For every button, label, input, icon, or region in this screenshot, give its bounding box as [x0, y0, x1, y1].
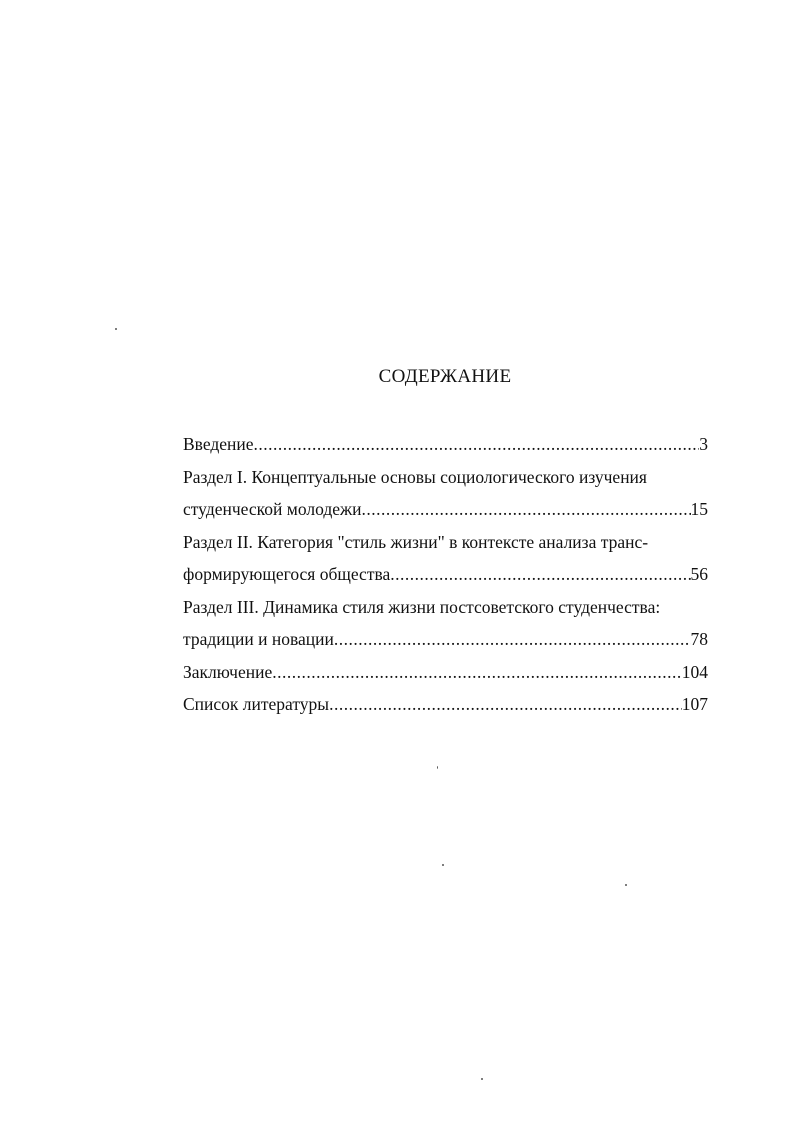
toc-page-number: 15 [690, 499, 708, 519]
toc-leader-dots [272, 656, 682, 689]
toc-entry-section-1-line-2[interactable] [183, 493, 708, 526]
toc-entry-text: формирующегося общества [183, 564, 391, 584]
scan-speck [442, 864, 444, 866]
page-title: СОДЕРЖАНИЕ [378, 366, 512, 387]
scan-speck [625, 884, 627, 886]
toc-page-number: 56 [690, 564, 708, 584]
toc-entry-text: Введение [183, 434, 254, 454]
toc-leader-dots [361, 493, 690, 526]
scan-speck [115, 328, 117, 330]
toc-entry-text: Раздел I. Концептуальные основы социологического изучения [183, 466, 647, 487]
toc-entry-text: Заключение [183, 661, 273, 682]
toc-entry-text: Раздел II. Категория "стиль жизни" в контексте анализа транс- [183, 531, 649, 552]
toc-entry-conclusion[interactable] [183, 656, 708, 689]
toc-page-number: 104 [681, 661, 708, 682]
toc-entry-introduction[interactable] [183, 428, 708, 461]
toc-entry-section-3-line-2[interactable] [183, 623, 708, 656]
toc-entry-text: Список литературы [183, 694, 330, 714]
toc-entry-section-2-line-2[interactable] [183, 558, 708, 591]
toc-page-number: 107 [681, 694, 708, 714]
toc-entry-text: Раздел III. Динамика стиля жизни постсоветского студенчества: [183, 596, 661, 617]
toc-leader-dots [390, 558, 690, 591]
toc-leader-dots [329, 688, 682, 721]
table-of-contents [183, 428, 708, 721]
toc-leader-dots [254, 428, 700, 461]
toc-entry-section-2-line-1[interactable] [183, 526, 708, 559]
toc-entry-bibliography[interactable] [183, 688, 708, 721]
toc-entry-text: студенческой молодежи [183, 499, 362, 519]
toc-page-number: 3 [699, 434, 708, 454]
toc-entry-section-1-line-1[interactable] [183, 461, 708, 494]
scan-speck [437, 766, 438, 769]
toc-entry-section-3-line-1[interactable] [183, 591, 708, 624]
toc-page-number: 78 [690, 629, 708, 649]
toc-entry-text: традиции и новации [183, 629, 334, 649]
scan-speck [481, 1078, 483, 1080]
toc-leader-dots [334, 623, 691, 656]
